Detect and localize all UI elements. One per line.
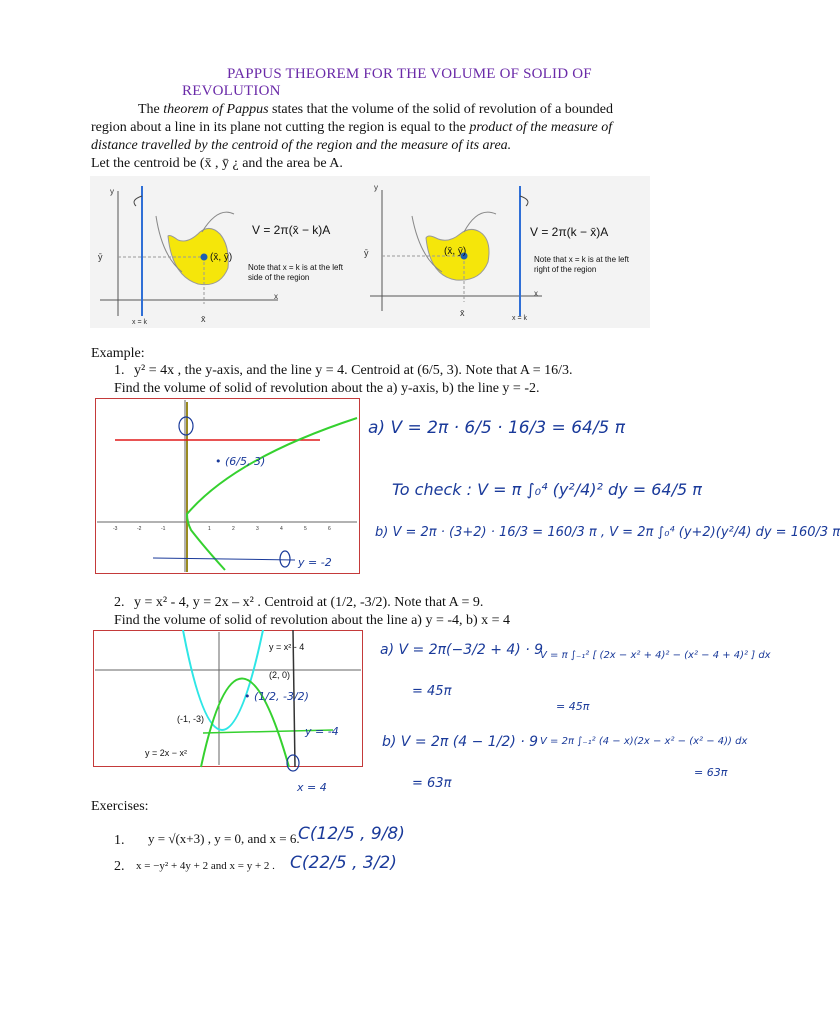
centroid-dot <box>201 254 208 261</box>
solution-1b: b) V = 2π · (3+2) · 16/3 = 160/3 π , V = 2π ∫₀⁴ (y+2)(y²/4) dy = 160/3 π <box>375 525 840 540</box>
tick-label: 3 <box>256 526 259 532</box>
graph-example-2 <box>93 630 363 767</box>
intro-text: region about a line in its plane not cutting the region is equal to the <box>91 120 470 135</box>
tick-label: -2 <box>137 526 142 532</box>
intro-line4: Let the centroid be (x̄ , ȳ ¿ and the area be A. <box>91 156 343 171</box>
exercise-item2-text: x = −y² + 4y + 2 and x = y + 2 . <box>136 860 275 872</box>
intro-line3 <box>91 137 511 155</box>
label-vertex: (2, 0) <box>269 670 291 680</box>
xk-label: x = k <box>512 315 527 322</box>
exercise-item2-centroid: C(22/5 , 3/2) <box>290 853 397 873</box>
tick-label: 2 <box>232 526 235 532</box>
intro-text: states that the volume of the solid of revolution of a bounded <box>268 102 613 117</box>
label-parabola: y = x² - 4 <box>269 642 305 652</box>
xbar-label: x̄ <box>201 314 206 324</box>
volume-formula: V = 2π(x̄ − k)A <box>252 223 331 237</box>
page-title-line1: PAPPUS THEOREM FOR THE VOLUME OF SOLID OF <box>227 66 592 82</box>
volume-formula: V = 2π(k − x̄)A <box>530 225 609 239</box>
line-annotation-y-4: y = -4 <box>305 725 339 738</box>
x-axis-label: x <box>534 289 538 298</box>
example-heading: Example: <box>91 346 145 361</box>
tick-label: 5 <box>304 526 307 532</box>
note-line1: Note that x = k is at the left <box>534 255 629 264</box>
ybar-label: ȳ <box>98 252 103 262</box>
label-intersect: (-1, -3) <box>177 714 204 724</box>
note-line2: side of the region <box>248 273 310 282</box>
line-annotation-y-2: y = -2 <box>298 556 332 569</box>
intro-emphasis: product of the measure of <box>469 120 613 135</box>
intro-emphasis: distance travelled by the centroid of the region and the measure of its area. <box>91 138 512 153</box>
solution-2b-integral-result: = 63π <box>694 766 728 779</box>
example-item1-find: Find the volume of solid of revolution about the a) y-axis, b) the line y = -2. <box>114 381 540 396</box>
centroid-annotation-1: • (6/5, 3) <box>215 455 266 468</box>
tick-label: 4 <box>280 526 283 532</box>
tick-label: 6 <box>328 526 331 532</box>
note-line1: Note that x = k is at the left <box>248 263 343 272</box>
intro-text: The <box>138 102 164 117</box>
solution-2b-result: = 63π <box>412 776 452 791</box>
solution-2b-integral: V = 2π ∫₋₁² (4 − x)(2x − x² − (x² − 4)) dx <box>540 736 748 747</box>
line-annotation-x4: x = 4 <box>297 781 327 794</box>
solution-2a-result: = 45π <box>412 684 452 699</box>
intro-line2 <box>91 119 612 137</box>
label-cap: y = 2x − x² <box>145 748 188 758</box>
exercise-item2-number: 2. <box>114 859 125 874</box>
exercise-item1-number: 1. <box>114 833 125 848</box>
intro-emphasis: theorem of Pappus <box>163 102 269 117</box>
exercises-heading: Exercises: <box>91 799 149 814</box>
solution-2a-integral: V = π ∫₋₁² [ (2x − x² + 4)² − (x² − 4 + 4)² ] dx <box>540 650 771 661</box>
solution-1a: a) V = 2π · 6/5 · 16/3 = 64/5 π <box>368 418 626 438</box>
example-item2-find: Find the volume of solid of revolution about the line a) y = -4, b) x = 4 <box>114 613 511 628</box>
page-title-line2: REVOLUTION <box>182 83 281 99</box>
intro-line1 <box>138 101 613 119</box>
graph-example-1 <box>95 398 360 574</box>
graph-border <box>94 631 363 767</box>
example-item2-number: 2. <box>114 595 125 610</box>
y-axis-label: y <box>374 183 378 192</box>
example-item1-number: 1. <box>114 363 125 378</box>
centroid-label: (x̄, ȳ) <box>210 252 233 263</box>
example-item2-text: y = x² - 4, y = 2x – x² . Centroid at (1/2, -3/2). Note that A = 9. <box>134 595 484 610</box>
centroid-annotation-2: • (1/2, -3/2) <box>244 690 309 703</box>
example-item1-text: y² = 4x , the y-axis, and the line y = 4. Centroid at (6/5, 3). Note that A = 16/3. <box>134 363 573 378</box>
ybar-label: ȳ <box>364 248 369 258</box>
solution-1-check: To check : V = π ∫₀⁴ (y²/4)² dy = 64/5 π <box>392 480 702 499</box>
graph-border <box>96 399 360 574</box>
note-line2: right of the region <box>534 265 597 274</box>
solution-2b: b) V = 2π (4 − 1/2) · 9 <box>382 734 539 750</box>
exercise-item1-centroid: C(12/5 , 9/8) <box>298 824 405 844</box>
pappus-figure-right <box>360 176 660 328</box>
xbar-label: x̄ <box>460 308 465 318</box>
solution-2a: a) V = 2π(−3/2 + 4) · 9 <box>380 642 544 658</box>
solution-2a-integral-result: = 45π <box>556 700 590 713</box>
xk-label: x = k <box>132 319 147 326</box>
x-axis-label: x <box>274 292 278 301</box>
pappus-figure-left <box>90 176 360 328</box>
centroid-label: (x̄, ȳ) <box>444 246 467 257</box>
y-axis-label: y <box>110 187 114 196</box>
tick-label: -3 <box>113 526 118 532</box>
tick-label: -1 <box>161 526 166 532</box>
exercise-item1-text: y = √(x+3) , y = 0, and x = 6. <box>148 831 300 846</box>
tick-label: 1 <box>208 526 211 532</box>
